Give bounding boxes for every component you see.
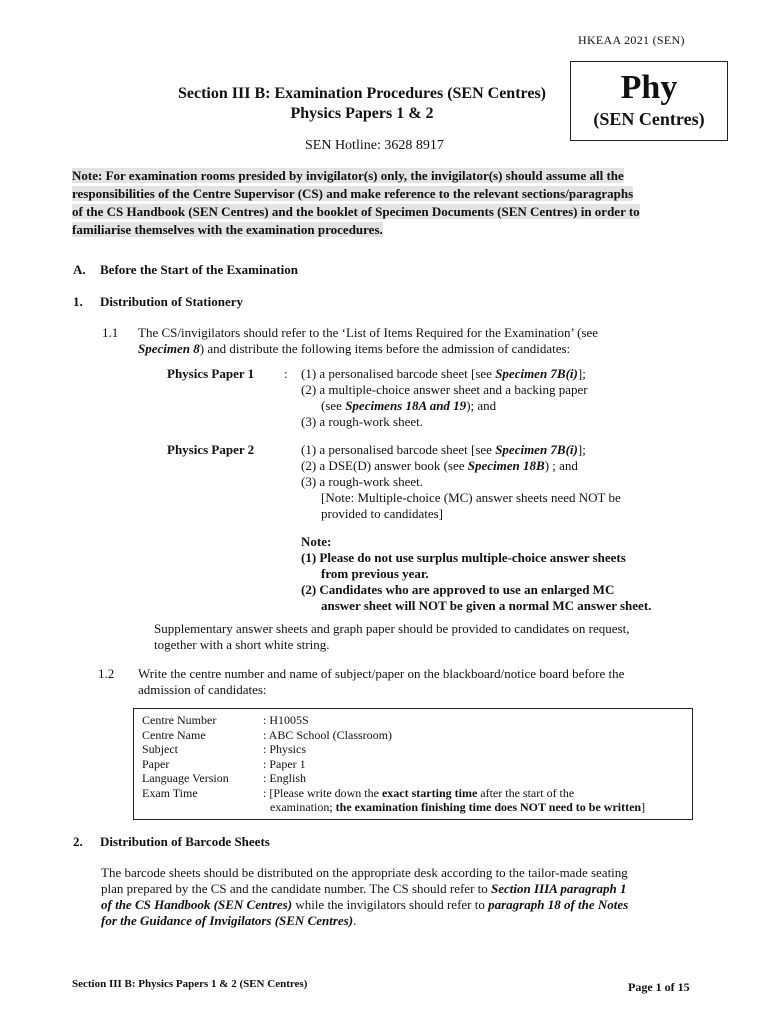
list-item: (3) a rough-work sheet. (301, 414, 424, 429)
page-title (150, 84, 574, 124)
list-item: provided to candidates] (321, 506, 444, 521)
note-item-1: (1) Please do not use surplus multiple-choice answer sheets (301, 550, 626, 565)
board-row-cont: examination; the examination finishing time does NOT need to be written] (270, 800, 646, 814)
document-code: HKEAA 2021 (SEN) (578, 33, 685, 47)
note-line-1: Note: For examination rooms presided by invigilator(s) only, the invigilator(s) should assume all the (72, 168, 624, 183)
board-info-box (133, 708, 693, 820)
list-item: (1) a personalised barcode sheet [see Specimen 7B(i)]; (301, 442, 586, 457)
section-a-title: Before the Start of the Examination (100, 262, 298, 277)
section-1-number: 1. (73, 294, 83, 309)
title-line-1: Section III B: Examination Procedures (SEN Centres) (178, 85, 546, 102)
supplementary-text: Supplementary answer sheets and graph paper should be provided to candidates on request, together with a short white string. (154, 621, 630, 652)
para-1-2-text: Write the centre number and name of subject/paper on the blackboard/notice board before the admission of candidates: (138, 666, 625, 697)
note-item-1-cont: from previous year. (321, 566, 429, 581)
note-line-4: familiarise themselves with the examination procedures. (72, 222, 383, 237)
list-item: (2) a multiple-choice answer sheet and a backing paper (301, 382, 588, 397)
section-2-number: 2. (73, 834, 83, 849)
list-item: (see Specimens 18A and 19); and (321, 398, 497, 413)
footer-left: Section III B: Physics Papers 1 & 2 (SEN Centres) (72, 978, 308, 990)
note-item-2-cont: answer sheet will NOT be given a normal MC answer sheet. (321, 598, 652, 613)
board-row: Centre Number : H1005S (142, 713, 309, 727)
list-item: (3) a rough-work sheet. (301, 474, 424, 489)
paper-2-label: Physics Paper 2 (167, 442, 255, 457)
note-title: Note: (301, 534, 332, 549)
highlight-note (72, 167, 698, 239)
para-1-1-line-1: The CS/invigilators should refer to the ‘List of Items Required for the Examination’ (see (138, 325, 599, 340)
page-number: Page 1 of 15 (628, 980, 690, 994)
paper-1-colon: : (284, 366, 288, 381)
list-item: (1) a personalised barcode sheet [see Specimen 7B(i)]; (301, 366, 586, 381)
board-row: Paper : Paper 1 (142, 756, 306, 771)
board-row: Language Version : English (142, 771, 307, 785)
hotline: SEN Hotline: 3628 8917 (305, 138, 444, 153)
note-line-2: responsibilities of the Centre Supervisor (CS) and make reference to the relevant sections/paragraphs (72, 186, 634, 201)
section-2-title: Distribution of Barcode Sheets (100, 834, 270, 849)
bold-note (301, 534, 701, 614)
subject-box (570, 61, 728, 141)
specimen-ref: Specimen 8 (138, 341, 200, 356)
title-line-2: Physics Papers 1 & 2 (290, 105, 434, 122)
para-1-1-text (138, 325, 698, 357)
list-item: (2) a DSE(D) answer book (see Specimen 18B) ; and (301, 458, 578, 473)
note-item-2: (2) Candidates who are approved to use an enlarged MC (301, 582, 615, 597)
para-1-2-number: 1.2 (98, 666, 115, 681)
para-1-1-line-2: Specimen 8) and distribute the following items before the admission of candidates: (138, 341, 571, 356)
list-item: [Note: Multiple-choice (MC) answer sheets need NOT be (321, 490, 621, 505)
section-a-label: A. (73, 262, 86, 277)
section-2-text: The barcode sheets should be distributed on the appropriate desk according to the tailor-made seating plan prepared by the CS and the candidate number. The CS should refer to Section IIIA paragraph 1 of the CS Handbook (SEN Centres) while the invigilators should refer to paragraph 18 of the Notes for the Guidance of Invigilators (SEN Centres). (101, 865, 629, 928)
board-row: Centre Name : ABC School (Classroom) (142, 727, 393, 742)
section-1-title: Distribution of Stationery (100, 294, 243, 309)
note-line-3: of the CS Handbook (SEN Centres) and the booklet of Specimen Documents (SEN Centres) in order to (72, 204, 640, 219)
paper-1-label: Physics Paper 1 (167, 366, 255, 381)
subject-sub: (SEN Centres) (593, 109, 705, 129)
subject-short: Phy (620, 69, 678, 106)
board-row: Exam Time : [Please write down the exact starting time after the start of the (142, 785, 575, 800)
paper-1-items (301, 366, 701, 430)
paper-2-items (301, 442, 701, 522)
board-row: Subject : Physics (142, 742, 307, 756)
para-1-1-number: 1.1 (102, 325, 119, 340)
